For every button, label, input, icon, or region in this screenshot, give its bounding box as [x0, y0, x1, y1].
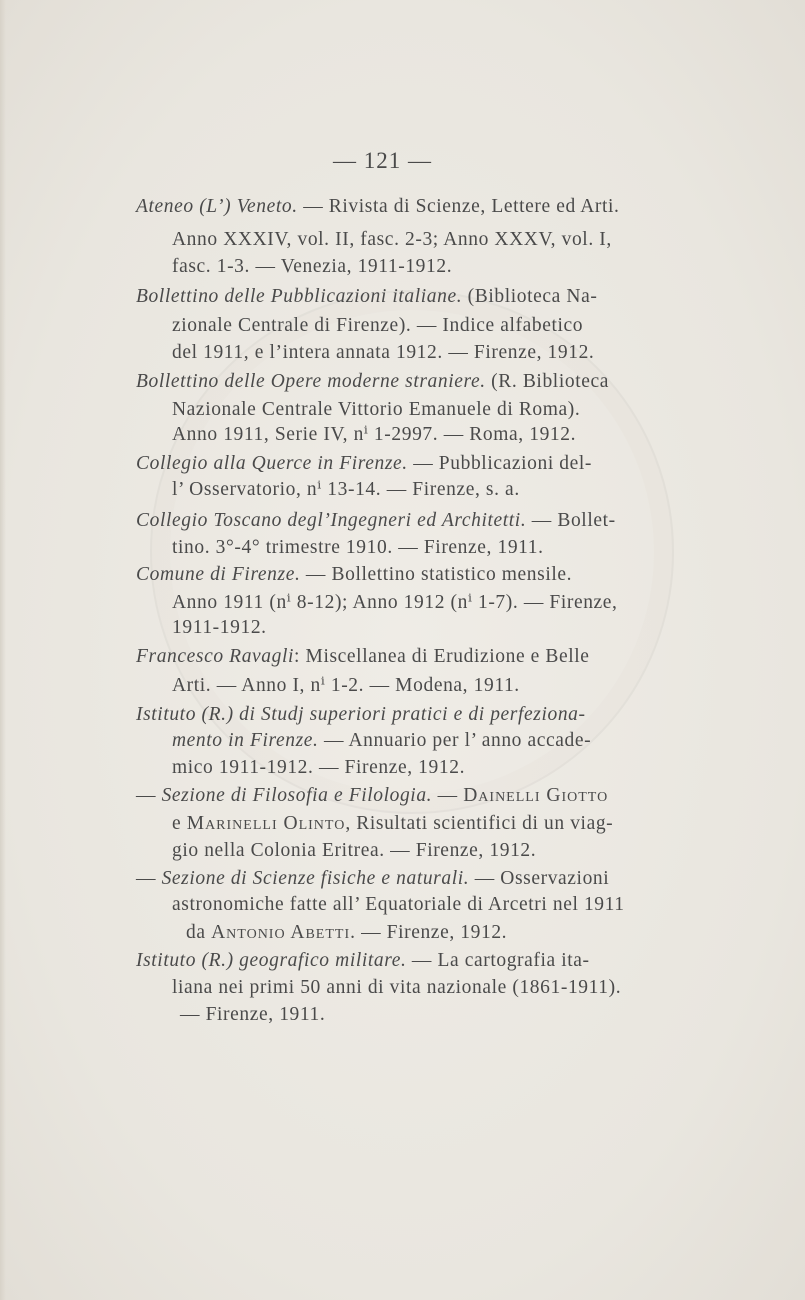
entry-text: : Miscellanea di Erudizione e Belle: [294, 646, 590, 667]
entry-line: [136, 562, 626, 588]
entry-text: (R. Biblioteca: [485, 371, 609, 392]
entry-text: —: [432, 785, 464, 806]
entry-text: (Biblioteca Na-: [462, 286, 598, 307]
entry-line: [172, 811, 626, 837]
italic-title-text: Francesco Ravagli: [136, 646, 295, 667]
italic-title-text: Bollettino delle Opere moderne straniere.: [136, 371, 486, 392]
author-name-smallcaps: Antonio Abetti: [211, 922, 351, 943]
entry-text: Anno 1911 (nⁱ 8-12); Anno 1912 (nⁱ 1-7). — Firenze,: [172, 592, 618, 613]
entry-text: — Pubblicazioni del-: [407, 453, 593, 474]
entry-line: [172, 254, 462, 280]
entry-text: — La cartografia ita-: [406, 950, 590, 971]
entry-text: . — Firenze, 1912.: [350, 922, 508, 943]
italic-title-text: Istituto (R.) geografico militare.: [136, 950, 407, 971]
entry-line: [172, 615, 267, 641]
entry-line: [136, 948, 626, 974]
entry-line: [136, 451, 626, 477]
italic-title-text: Sezione di Filosofia e Filologia.: [161, 785, 433, 806]
entry-text: , Risultati scientifici di un viag-: [345, 813, 614, 834]
entry-text: — Bollet-: [526, 510, 616, 531]
entry-text: tino. 3°-4° trimestre 1910. — Firenze, 1911.: [172, 537, 544, 558]
entry-text: — Firenze, 1911.: [180, 1004, 326, 1025]
author-name-smallcaps: Dainelli Giotto: [463, 785, 609, 806]
entry-text: gio nella Colonia Eritrea. — Firenze, 1912.: [172, 840, 537, 861]
entry-text: mico 1911-1912. — Firenze, 1912.: [172, 757, 466, 778]
entry-text: l’ Osservatorio, nⁱ 13-14. — Firenze, s. a.: [172, 479, 520, 500]
entry-text: Anno XXXIV, vol. II, fasc. 2-3; Anno XXXV, vol. I,: [172, 229, 612, 250]
italic-title-text: mento in Firenze.: [172, 730, 319, 751]
entry-text: del 1911, e l’intera annata 1912. — Firenze, 1912.: [172, 342, 595, 363]
author-name-smallcaps: Marinelli Olinto: [186, 813, 346, 834]
entry-text: —: [136, 785, 162, 806]
entry-line: [172, 673, 542, 699]
entry-line: [136, 369, 626, 395]
entry-line: [172, 755, 466, 781]
italic-title-text: Bollettino delle Pubblicazioni italiane.: [136, 286, 463, 307]
italic-title-text: Collegio alla Querce in Firenze.: [136, 453, 408, 474]
entry-line: [172, 975, 626, 1001]
entry-line: [172, 422, 577, 448]
italic-title-text: Comune di Firenze.: [136, 564, 301, 585]
entry-line: [172, 340, 626, 366]
entry-line: [172, 838, 562, 864]
entry-line: [180, 1002, 340, 1028]
entry-text: Anno 1911, Serie IV, nⁱ 1-2997. — Roma, 1912.: [172, 424, 577, 445]
entry-line: [136, 866, 626, 892]
entry-text: — Bollettino statistico mensile.: [300, 564, 573, 585]
entry-line: [172, 590, 626, 616]
entry-line: [172, 397, 626, 423]
entry-text: liana nei primi 50 anni di vita nazionale (1861-1911).: [172, 977, 622, 998]
entry-line: [186, 920, 508, 946]
entry-text: fasc. 1-3. — Venezia, 1911-1912.: [172, 256, 453, 277]
entry-text: —: [136, 868, 162, 889]
entry-text: Arti. — Anno I, nⁱ 1-2. — Modena, 1911.: [172, 675, 520, 696]
italic-title-text: Ateneo (L’) Veneto.: [136, 196, 298, 217]
entry-line: [136, 702, 626, 728]
entry-line: [172, 728, 626, 754]
entry-line: [136, 284, 626, 310]
entry-line: [172, 535, 542, 561]
entry-text: — Osservazioni: [469, 868, 610, 889]
entry-text: 1911-1912.: [172, 617, 267, 638]
entry-line: [172, 313, 626, 339]
entry-text: — Annuario per l’ anno accade-: [318, 730, 592, 751]
entry-text: da: [186, 922, 212, 943]
entry-text: — Rivista di Scienze, Lettere ed Arti.: [297, 196, 620, 217]
italic-title-text: Istituto (R.) di Studj superiori pratici e di perfeziona-: [136, 704, 586, 725]
entry-text: Nazionale Centrale Vittorio Emanuele di Roma).: [172, 399, 581, 420]
entry-text: zionale Centrale di Firenze). — Indice alfabetico: [172, 315, 584, 336]
italic-title-text: Sezione di Scienze fisiche e naturali.: [161, 868, 470, 889]
entry-line: [172, 477, 542, 503]
entry-line: [136, 508, 626, 534]
entry-line: [136, 783, 626, 809]
italic-title-text: Collegio Toscano degl’Ingegneri ed Architetti.: [136, 510, 527, 531]
entry-line: [172, 892, 626, 918]
entry-line: [172, 227, 626, 253]
entry-line: [136, 194, 626, 220]
entry-line: [136, 644, 626, 670]
entry-text: astronomiche fatte all’ Equatoriale di Arcetri nel 1911: [172, 894, 625, 915]
entry-text: e: [172, 813, 187, 834]
page-number: — 121 —: [333, 148, 432, 173]
